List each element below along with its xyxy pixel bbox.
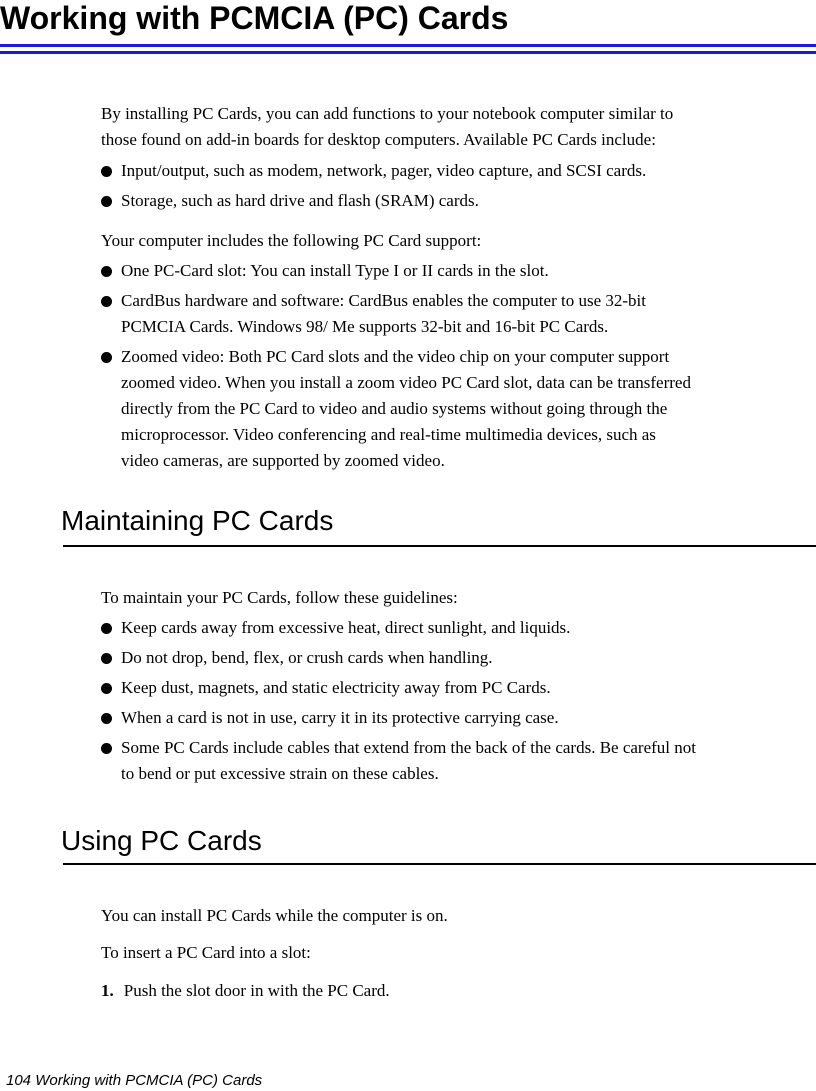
bullet-text: Some PC Cards include cables that extend from the back of the cards. Be careful not	[121, 738, 696, 757]
title-rule-top	[0, 44, 816, 47]
using-paragraph: You can install PC Cards while the computer is on.	[101, 906, 448, 925]
bullet-text: CardBus hardware and software: CardBus enables the computer to use 32-bit	[121, 291, 646, 310]
section-heading-maintaining: Maintaining PC Cards	[61, 505, 334, 536]
using-instruction: To insert a PC Card into a slot:	[101, 943, 311, 962]
intro-line: those found on add-in boards for desktop computers. Available PC Cards include:	[101, 130, 656, 149]
bullet-icon	[101, 352, 112, 363]
bullet-text: zoomed video. When you install a zoom video PC Card slot, data can be transferred	[121, 373, 691, 392]
bullet-text: to bend or put excessive strain on these cables.	[121, 764, 439, 783]
section-heading-using: Using PC Cards	[61, 825, 262, 856]
step-text: Push the slot door in with the PC Card.	[123, 981, 390, 1000]
bullet-icon	[101, 743, 112, 754]
bullet-icon	[101, 296, 112, 307]
support-lead: Your computer includes the following PC Card support:	[101, 231, 482, 250]
bullet-text: PCMCIA Cards. Windows 98/ Me supports 32-bit and 16-bit PC Cards.	[121, 317, 609, 336]
list-item	[101, 645, 696, 671]
step-number: 1.	[101, 981, 114, 1000]
bullet-text: Storage, such as hard drive and flash (SRAM) cards.	[121, 191, 479, 210]
bullet-text: Input/output, such as modem, network, pager, video capture, and SCSI cards.	[121, 161, 647, 180]
maintaining-lead: To maintain your PC Cards, follow these guidelines:	[101, 588, 458, 607]
bullet-text: Keep dust, magnets, and static electricity away from PC Cards.	[121, 678, 551, 697]
list-item	[101, 344, 691, 474]
list-item	[101, 258, 691, 284]
section-rule	[63, 545, 816, 547]
intro-line: By installing PC Cards, you can add functions to your notebook computer similar to	[101, 104, 674, 123]
bullet-text: Keep cards away from excessive heat, direct sunlight, and liquids.	[121, 618, 571, 637]
list-item	[101, 188, 646, 214]
page-title: Working with PCMCIA (PC) Cards	[0, 0, 509, 36]
bullet-icon	[101, 713, 112, 724]
bullet-icon	[101, 683, 112, 694]
bullet-text: One PC-Card slot: You can install Type I or II cards in the slot.	[121, 261, 549, 280]
intro-paragraph	[101, 101, 673, 153]
bullet-text: When a card is not in use, carry it in its protective carrying case.	[121, 708, 559, 727]
bullet-text: video cameras, are supported by zoomed video.	[121, 451, 445, 470]
step-item	[101, 978, 390, 1004]
list-item	[101, 735, 696, 787]
intro-bullet-list	[101, 158, 646, 218]
bullet-icon	[101, 196, 112, 207]
list-item	[101, 288, 691, 340]
page-footer: 104 Working with PCMCIA (PC) Cards	[6, 1072, 263, 1089]
list-item	[101, 615, 696, 641]
maintaining-bullet-list	[101, 615, 696, 791]
bullet-text: Do not drop, bend, flex, or crush cards when handling.	[121, 648, 493, 667]
bullet-text: directly from the PC Card to video and audio systems without going through the	[121, 399, 668, 418]
list-item	[101, 675, 696, 701]
support-bullet-list	[101, 258, 691, 478]
bullet-icon	[101, 166, 112, 177]
bullet-text: Zoomed video: Both PC Card slots and the video chip on your computer support	[121, 347, 670, 366]
list-item	[101, 705, 696, 731]
bullet-icon	[101, 623, 112, 634]
bullet-icon	[101, 653, 112, 664]
bullet-icon	[101, 266, 112, 277]
title-rule-bottom	[0, 51, 816, 54]
bullet-text: microprocessor. Video conferencing and real-time multimedia devices, such as	[121, 425, 656, 444]
list-item	[101, 158, 646, 184]
section-rule	[63, 863, 816, 865]
